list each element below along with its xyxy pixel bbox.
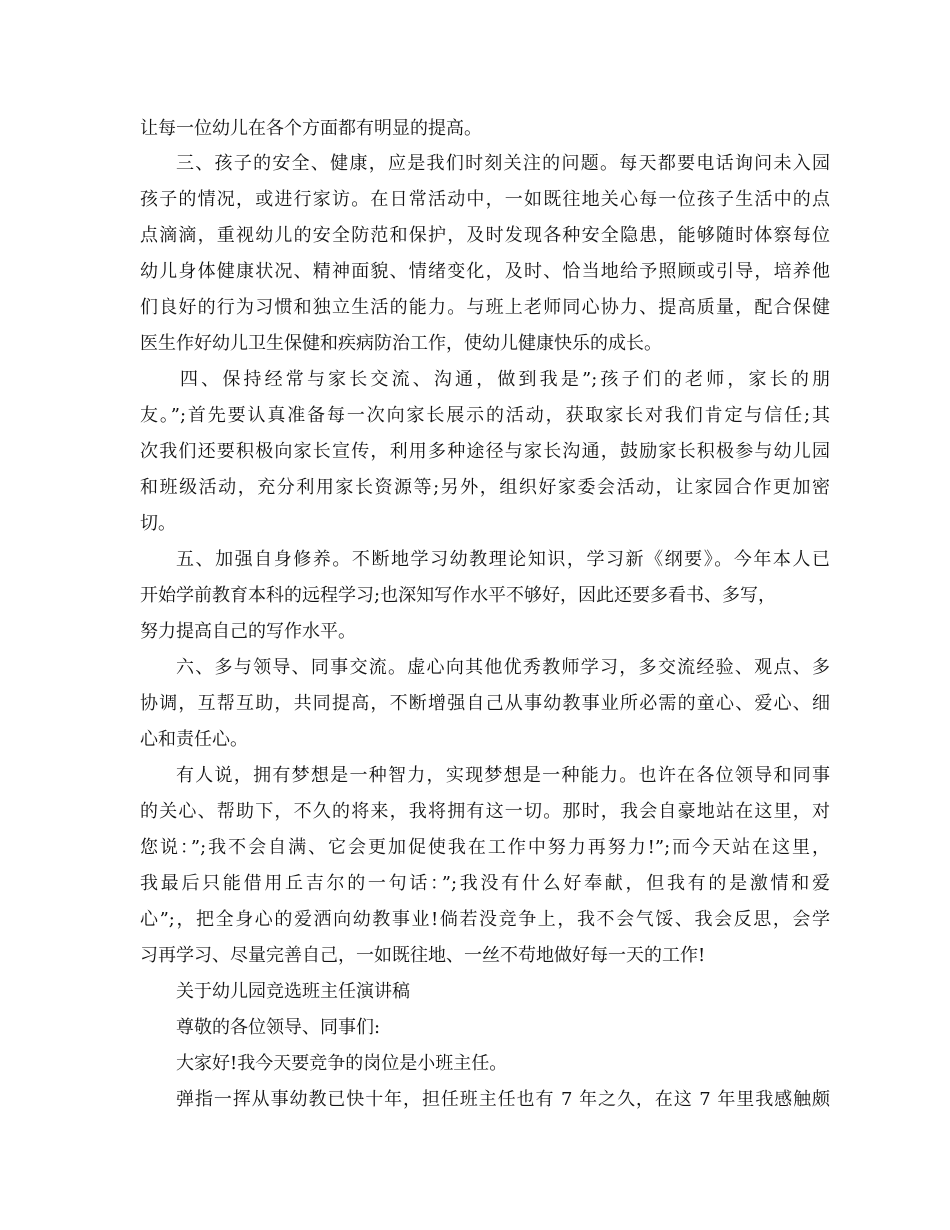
text-line: 让每一位幼儿在各个方面都有明显的提高。	[140, 118, 482, 139]
text-line: 点滴滴，重视幼儿的安全防范和保护，及时发现各种安全隐患，能够随时体察每位	[140, 225, 830, 246]
text-line: 协调，互帮互助，共同提高，不断增强自己从事幼教事业所必需的童心、爱心、细	[140, 693, 830, 714]
text-line: 五、加强自身修养。不断地学习幼教理论知识，学习新《纲要》。今年本人已	[176, 549, 830, 570]
text-line: 开始学前教育本科的远程学习;也深知写作水平不够好，因此还要多看书、多写，	[140, 585, 777, 606]
text-line: 切。	[140, 513, 176, 534]
section-title: 关于幼儿园竞选班主任演讲稿	[176, 981, 410, 1002]
text-line: 友。”;首先要认真准备每一次向家长展示的活动，获取家长对我们肯定与信任;其	[140, 405, 830, 426]
text-line: 有人说，拥有梦想是一种智力，实现梦想是一种能力。也许在各位领导和同事	[176, 765, 830, 786]
text-line: 我最后只能借用丘吉尔的一句话：”;我没有什么好奉献，但我有的是激情和爱	[140, 873, 830, 894]
text-line: 四、保持经常与家长交流、沟通，做到我是”;孩子们的老师，家长的朋	[180, 369, 830, 390]
text-line: 医生作好幼儿卫生保健和疾病防治工作，使幼儿健康快乐的成长。	[140, 333, 662, 354]
salutation: 尊敬的各位领导、同事们:	[176, 1017, 381, 1038]
text-line: 孩子的情况，或进行家访。在日常活动中，一如既往地关心每一位孩子生活中的点	[140, 189, 830, 210]
text-line: 的关心、帮助下，不久的将来，我将拥有这一切。那时，我会自豪地站在这里，对	[140, 801, 830, 822]
text-line: 三、孩子的安全、健康，应是我们时刻关注的问题。每天都要电话询问未入园	[176, 153, 830, 174]
text-line: 大家好!我今天要竞争的岗位是小班主任。	[176, 1053, 508, 1074]
text-line: 心和责任心。	[140, 729, 248, 750]
text-line: 幼儿身体健康状况、精神面貌、情绪变化，及时、恰当地给予照顾或引导，培养他	[140, 261, 830, 282]
text-line: 习再学习、尽量完善自己，一如既往地、一丝不苟地做好每一天的工作!	[140, 945, 706, 966]
text-line: 努力提高自己的写作水平。	[140, 621, 356, 642]
text-line: 和班级活动，充分利用家长资源等;另外，组织好家委会活动，让家园合作更加密	[140, 477, 830, 498]
text-line: 们良好的行为习惯和独立生活的能力。与班上老师同心协力、提高质量，配合保健	[140, 297, 830, 318]
text-line: 六、多与领导、同事交流。虚心向其他优秀教师学习，多交流经验、观点、多	[176, 657, 830, 678]
text-line: 弹指一挥从事幼教已快十年，担任班主任也有 7 年之久，在这 7 年里我感触颇	[176, 1089, 830, 1110]
text-line: 心”;，把全身心的爱洒向幼教事业!倘若没竞争上，我不会气馁、我会反思，会学	[140, 909, 830, 930]
text-line: 次我们还要积极向家长宣传，利用多种途径与家长沟通，鼓励家长积极参与幼儿园	[140, 441, 830, 462]
text-line: 您说：”;我不会自满、它会更加促使我在工作中努力再努力!”;而今天站在这里，	[140, 837, 830, 858]
